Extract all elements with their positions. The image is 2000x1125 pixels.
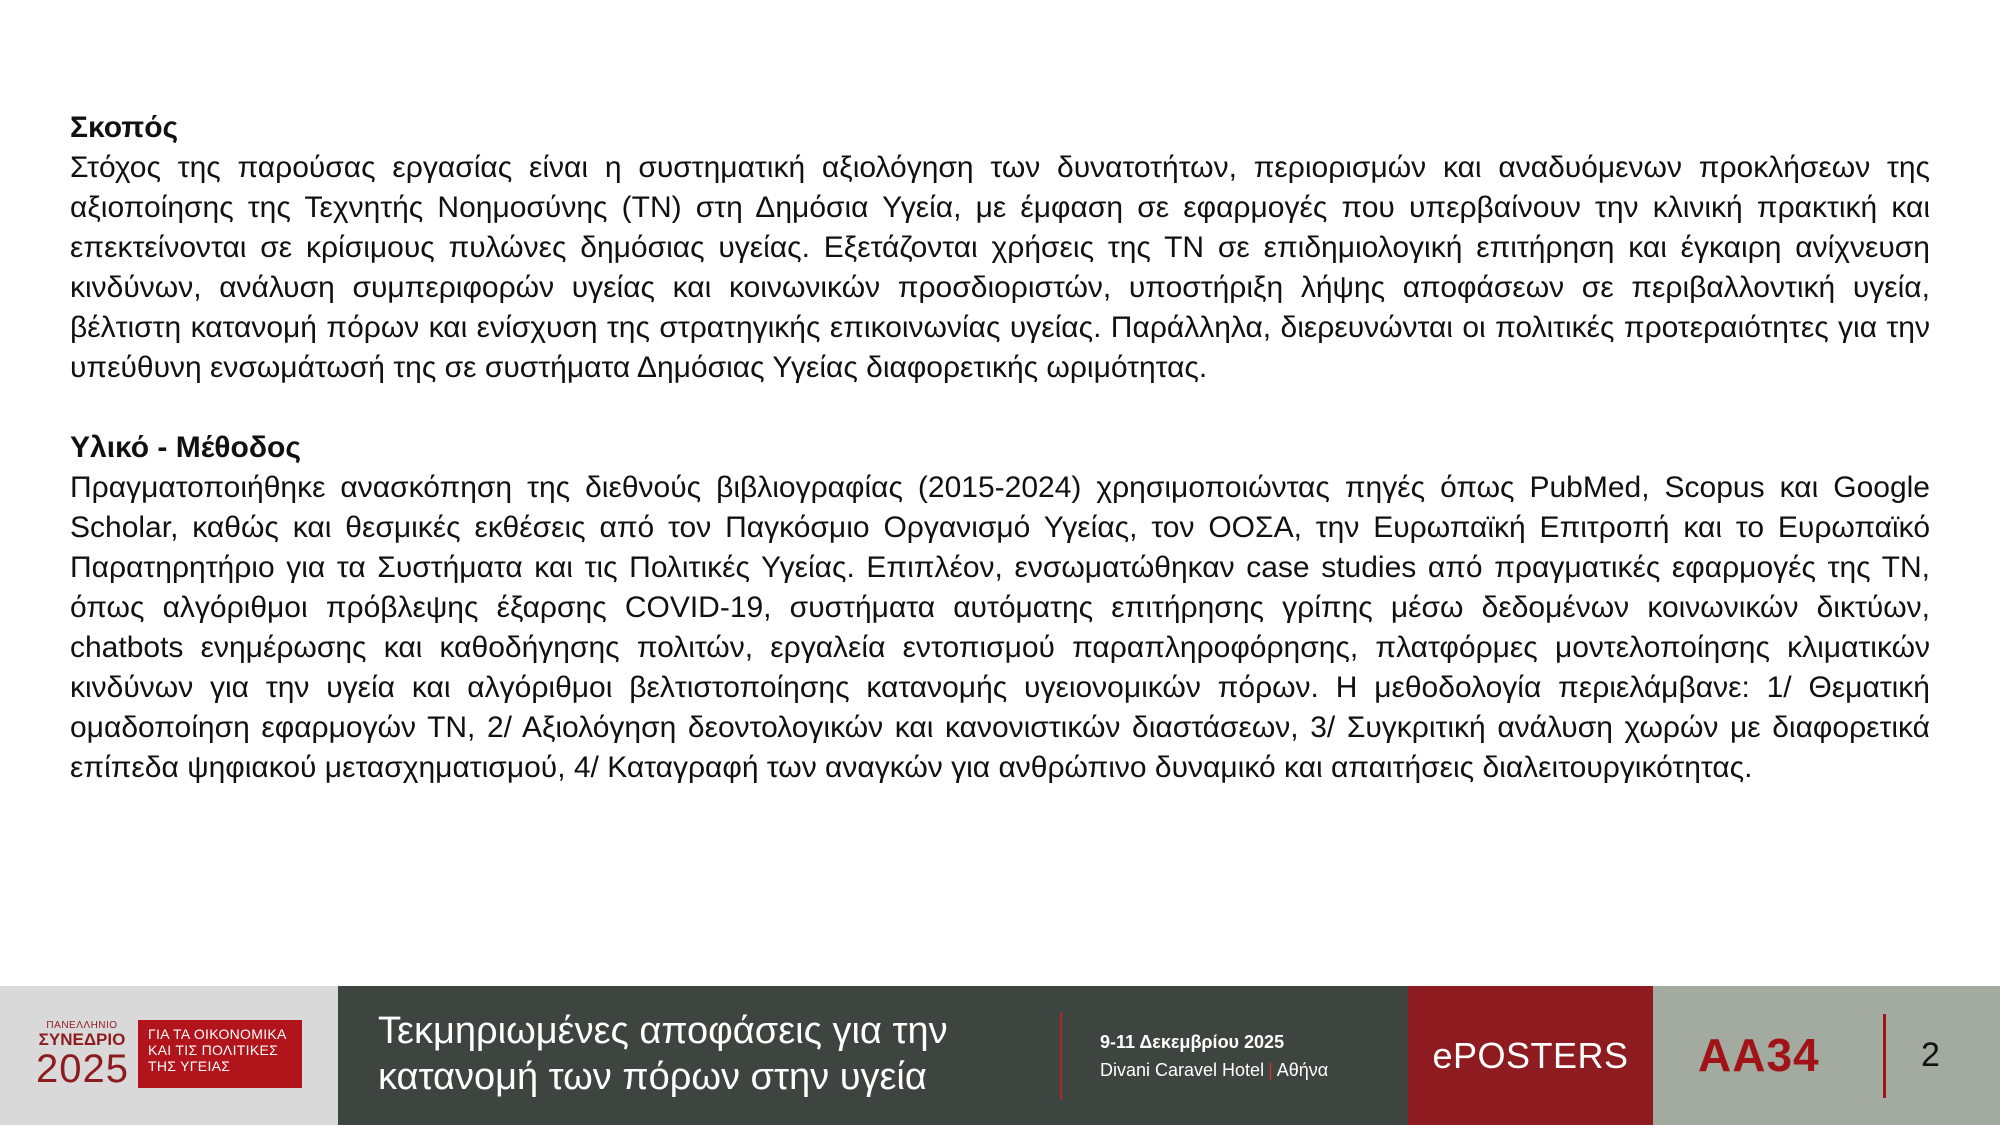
section-heading-methods: Υλικό - Μέθοδος [70, 431, 301, 464]
conference-theme [378, 1008, 1038, 1100]
logo-line2: ΣΥΝΕΔΡΙΟ [38, 1030, 126, 1049]
section-body-methods: Πραγματοποιήθηκε ανασκόπηση της διεθνούς βιβλιογραφίας (2015-2024) χρησιμοποιώντας πηγές όπως PubMed, Scopus και Google Scholar, καθώς και θεσμικές εκθέσεις από τον Παγκόσμιο Οργανισμό Υγείας, τον ΟΟΣΑ, την Ευρωπαϊκή Επιτροπή και το Ευρωπαϊκό Παρατηρητήριο για τα Συστήματα και τις Πολιτικές Υγείας. Επιπλέον, ενσωματώθηκαν case studies από πραγματικές εφαρμογές της ΤΝ, όπως αλγόριθμοι πρόβλεψης έξαρσης COVID-19, συστήματα αυτόματης επιτήρησης γρίπης μέσω δεδομένων κοινωνικών δικτύων, chatbots ενημέρωσης και καθοδήγησης πολιτών, εργαλεία εντοπισμού παραπληροφόρησης, πλατφόρμες μοντελοποίησης κλιματικών κινδύνων για την υγεία και αλγόριθμοι βελτιστοποίησης κατανομής υγειονομικών πόρων. Η μεθοδολογία περιελάμβανε: 1/ Θεματική ομαδοποίηση εφαρμογών ΤΝ, 2/ Αξιολόγηση δεοντολογικών και κανονιστικών διαστάσεων, 3/ Συγκριτική ανάλυση χωρών με διαφορετικά επίπεδα ψηφιακού μετασχηματισμού, 4/ Καταγραφή των αναγκών για ανθρώπινο δυναμικό και απαιτήσεις διαλειτουργικότητας. [70, 471, 1930, 784]
logo-wordmark [36, 1020, 128, 1089]
conference-theme-line1: Τεκμηριωμένες αποφάσεις για την [378, 1010, 948, 1052]
conference-logo [0, 986, 338, 1125]
logo-box-line2: ΚΑΙ ΤΙΣ ΠΟΛΙΤΙΚΕΣ [148, 1042, 279, 1058]
page-number: 2 [1921, 1036, 1940, 1074]
logo-box-line3: ΤΗΣ ΥΓΕΙΑΣ [148, 1058, 231, 1074]
section-spacer [70, 388, 1930, 428]
section-heading-aim: Σκοπός [70, 111, 179, 144]
logo-subtitle-box [138, 1020, 302, 1088]
logo-line1: ΠΑΝΕΛΛΗΝΙΟ [46, 1020, 118, 1031]
conference-dates-venue [1100, 1028, 1328, 1084]
section-body-aim: Στόχος της παρούσας εργασίας είναι η συστηματική αξιολόγηση των δυνατοτήτων, περιορισμών και αναδυόμενων προκλήσεων της αξιοποίησης της Τεχνητής Νοημοσύνης (ΤΝ) στη Δημόσια Υγεία, με έμφαση σε εφαρμογές που υπερβαίνουν την κλινική πρακτική και επεκτείνονται σε κρίσιμους πυλώνες δημόσιας υγείας. Εξετάζονται χρήσεις της ΤΝ σε επιδημιολογική επιτήρηση και έγκαιρη ανίχνευση κινδύνων, ανάλυση συμπεριφορών υγείας και κοινωνικών προσδιοριστών, υποστήριξη λήψης αποφάσεων σε περιβαλλοντική υγεία, βέλτιστη κατανομή πόρων και ενίσχυση της στρατηγικής επικοινωνίας υγείας. Παράλληλα, διερευνώνται οι πολιτικές προτεραιότητες για την υπεύθυνη ενσωμάτωσή της σε συστήματα Δημόσιας Υγείας διαφορετικής ωριμότητας. [70, 151, 1930, 384]
poster-code: AA34 [1698, 1029, 1820, 1081]
poster-code-block [1653, 986, 2000, 1125]
code-divider [1883, 1014, 1886, 1098]
eposters-label: ePOSTERS [1408, 986, 1653, 1125]
conference-city: Αθήνα [1276, 1060, 1329, 1080]
poster-content [70, 108, 1930, 788]
conference-venue-line [1100, 1056, 1328, 1084]
conference-dates: 9-11 Δεκεμβρίου 2025 [1100, 1032, 1285, 1052]
footer-banner [0, 986, 2000, 1125]
logo-box-line1: ΓΙΑ ΤΑ ΟΙΚΟΝΟΜΙΚΑ [148, 1026, 287, 1042]
venue-separator: | [1268, 1060, 1273, 1080]
footer-divider [1060, 1012, 1062, 1100]
logo-year: 2025 [36, 1047, 129, 1091]
conference-venue: Divani Caravel Hotel [1100, 1060, 1265, 1080]
conference-theme-line2: κατανομή των πόρων στην υγεία [378, 1056, 927, 1098]
footer-title-block [338, 986, 1408, 1125]
